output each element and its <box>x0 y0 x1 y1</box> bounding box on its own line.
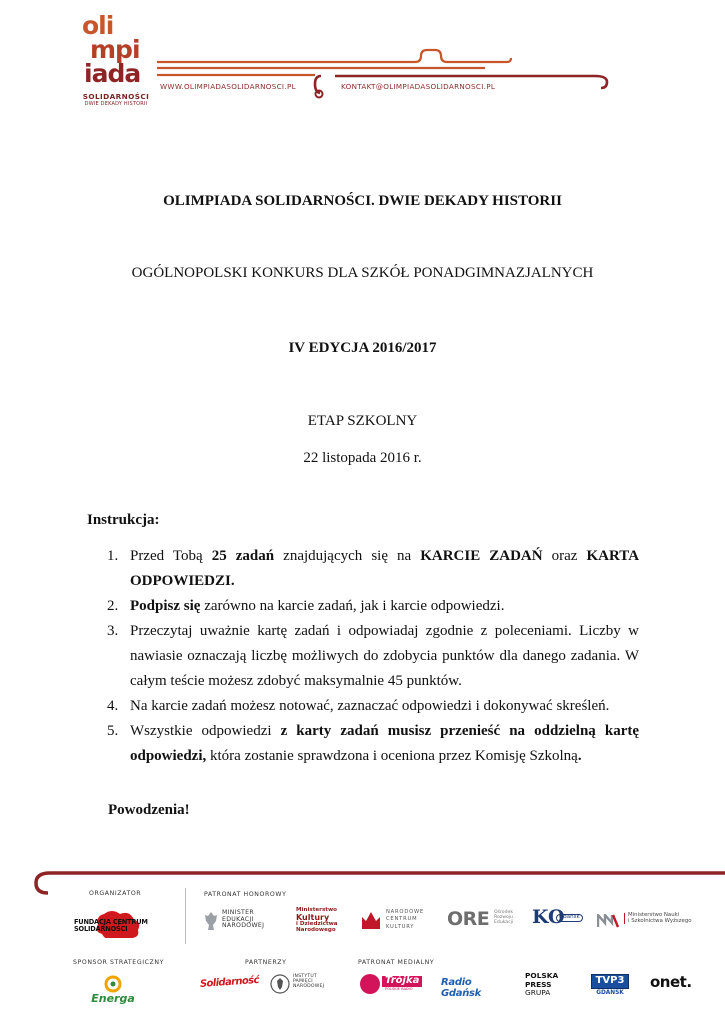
nck-line: CENTRUM <box>386 916 418 923</box>
tvp3-sub-text: GDAŃSK <box>596 989 624 996</box>
instruction-text: która zostanie sprawdzona i oceniona przez Komisję Szkolną <box>206 748 578 764</box>
trojka-circle-icon <box>360 974 380 994</box>
logo-line-3: iada <box>84 59 141 88</box>
instructions-list <box>87 544 639 769</box>
solidarnosc-text: Solidarność <box>199 974 260 990</box>
nck-line: NARODOWE <box>386 909 425 915</box>
onet-logo <box>650 975 702 991</box>
energa-logo <box>88 975 138 1005</box>
instruction-text-bold: 25 zadań <box>211 548 275 564</box>
ministry-culture-line: Narodowego <box>296 927 336 934</box>
ministry-culture-line: i Dziedzictwa <box>296 921 338 928</box>
exam-date: 22 listopada 2016 r. <box>303 450 422 466</box>
ipn-emblem-icon <box>270 974 290 994</box>
instruction-text: Przeczytaj uważnie kartę zadań i odpowiadaj zgodnie z poleceniami. Liczby w nawiasie oznaczają liczbę możliwych do zdobycia punktów dla danego zadania. W całym teście możesz zdobyć maksymalnie 45 punktów. <box>130 623 639 689</box>
radio-gdansk-text: Radio Gdańsk <box>441 977 482 999</box>
footer-separator <box>185 888 186 944</box>
fundacja-centrum-solidarnosci-logo <box>74 908 162 938</box>
instruction-item-3 <box>87 619 639 694</box>
ipn-line: PAMIĘCI <box>293 978 313 984</box>
instruction-number: 5. <box>107 723 119 739</box>
instruction-number: 2. <box>107 598 119 614</box>
header-decorative-lines <box>155 44 625 104</box>
edition: IV EDYCJA 2016/2017 <box>288 340 437 356</box>
instruction-text: Na karcie zadań możesz notować, zaznaczać odpowiedzi i dokonywać skreśleń. <box>130 698 610 714</box>
instruction-text-bold: z karty zadań musisz przenieść na oddzielną kartę odpowiedzi, <box>130 723 640 764</box>
instruction-number: 1. <box>107 548 119 564</box>
label-media-patronage: PATRONAT MEDIALNY <box>358 959 435 966</box>
label-organizer: ORGANIZATOR <box>89 890 142 897</box>
trojka-text: Trójka <box>382 976 422 987</box>
radio-gdansk-logo <box>441 978 511 999</box>
instruction-item-2 <box>87 594 639 619</box>
trojka-sub-text: POLSKIE RADIO <box>385 987 413 991</box>
ko-sub-text: Gdańsk <box>556 914 583 922</box>
mnisw-line: Ministerstwo Nauki <box>628 912 680 918</box>
kuratorium-oswiaty-logo <box>532 908 580 932</box>
ipn-line: NARODOWEJ <box>293 983 325 989</box>
instruction-text: Przed Tobą <box>130 548 212 564</box>
logo-subtitle: SOLIDARNOŚCI <box>82 92 150 101</box>
instruction-text: Wszystkie odpowiedzi <box>130 723 281 739</box>
logo-line-2: mpi <box>90 35 140 64</box>
instruction-item-4 <box>87 694 639 719</box>
nck-crown-icon <box>360 909 382 931</box>
instruction-text: znajdujących się na <box>274 548 421 564</box>
ore-text: ORE <box>447 908 490 930</box>
minister-edu-line: EDUKACJI <box>222 915 254 923</box>
instruction-item-5 <box>87 719 639 769</box>
ministerstwo-kultury-logo <box>296 908 346 934</box>
competition-name: OGÓLNOPOLSKI KONKURS DLA SZKÓŁ PONADGIMNAZJALNYCH <box>131 265 594 281</box>
ministry-culture-line: Ministerstwo <box>296 907 337 913</box>
ko-text: KO <box>532 906 565 928</box>
instruction-text-bold: . <box>577 748 582 764</box>
instruction-text: zarówno na karcie zadań, jak i karcie odpowiedzi. <box>200 598 505 614</box>
tvp3-text: TVP3 <box>591 974 630 989</box>
ore-sub-line: Rozwoju <box>494 914 513 920</box>
ministry-culture-line: Kultury <box>296 912 330 922</box>
instruction-text-bold: KARCIE ZADAŃ <box>420 548 543 564</box>
instructions-heading: Instrukcja: <box>87 512 160 528</box>
energa-flame-icon <box>104 975 122 993</box>
organizer-logo-text: FUNDACJA CENTRUM SOLIDARNOŚCI <box>74 918 148 933</box>
eagle-emblem-icon <box>204 911 218 931</box>
instruction-text: oraz <box>542 548 587 564</box>
label-partners: PARTNERZY <box>245 959 287 966</box>
stage: ETAP SZKOLNY <box>307 413 418 429</box>
polska-press-line: GRUPA <box>525 988 551 998</box>
contact-email[interactable]: KONTAKT@OLIMPIADASOLIDARNOSCI.PL <box>341 82 496 91</box>
logo-tagline: DWIE DEKADY HISTORII <box>84 101 148 107</box>
label-strategic-sponsor: SPONSOR STRATEGICZNY <box>73 959 165 966</box>
polska-press-line: PRESS <box>525 979 552 989</box>
instruction-number: 3. <box>107 623 119 639</box>
energa-text: Energa <box>91 992 135 1005</box>
ore-sub-line: Ośrodek <box>494 910 514 915</box>
nck-line: KULTURY <box>386 923 415 930</box>
ipn-line: INSTYTUT <box>293 974 317 979</box>
website-url[interactable]: WWW.OLIMPIADASOLIDARNOSCI.PL <box>160 82 296 91</box>
mnisw-mark-icon <box>597 914 619 928</box>
mnisw-line: i Szkolnictwa Wyższego <box>628 917 692 924</box>
ore-sub-line: Edukacji <box>494 919 514 925</box>
instruction-text-bold: KARTA ODPOWIEDZI. <box>130 548 640 589</box>
minister-edu-line: MINISTER <box>222 909 254 916</box>
onet-text: onet. <box>650 973 692 991</box>
instruction-item-1 <box>87 544 639 594</box>
solidarnosc-logo <box>199 974 260 990</box>
document-title: OLIMPIADA SOLIDARNOŚCI. DWIE DEKADY HISTORII <box>163 193 562 209</box>
polska-press-logo <box>525 972 569 998</box>
polska-press-line: POLSKA <box>525 971 559 980</box>
minister-edu-line: NARODOWEJ <box>222 922 265 929</box>
logo-line-1: oli <box>82 11 114 40</box>
closing-greeting: Powodzenia! <box>108 802 190 818</box>
tvp3-gdansk-logo <box>586 970 634 996</box>
instruction-text-bold: Podpisz się <box>130 598 201 614</box>
olimpiada-logo <box>80 8 152 108</box>
label-honorary-patronage: PATRONAT HONOROWY <box>204 891 287 898</box>
trojka-logo <box>360 974 424 996</box>
instruction-number: 4. <box>107 698 119 714</box>
